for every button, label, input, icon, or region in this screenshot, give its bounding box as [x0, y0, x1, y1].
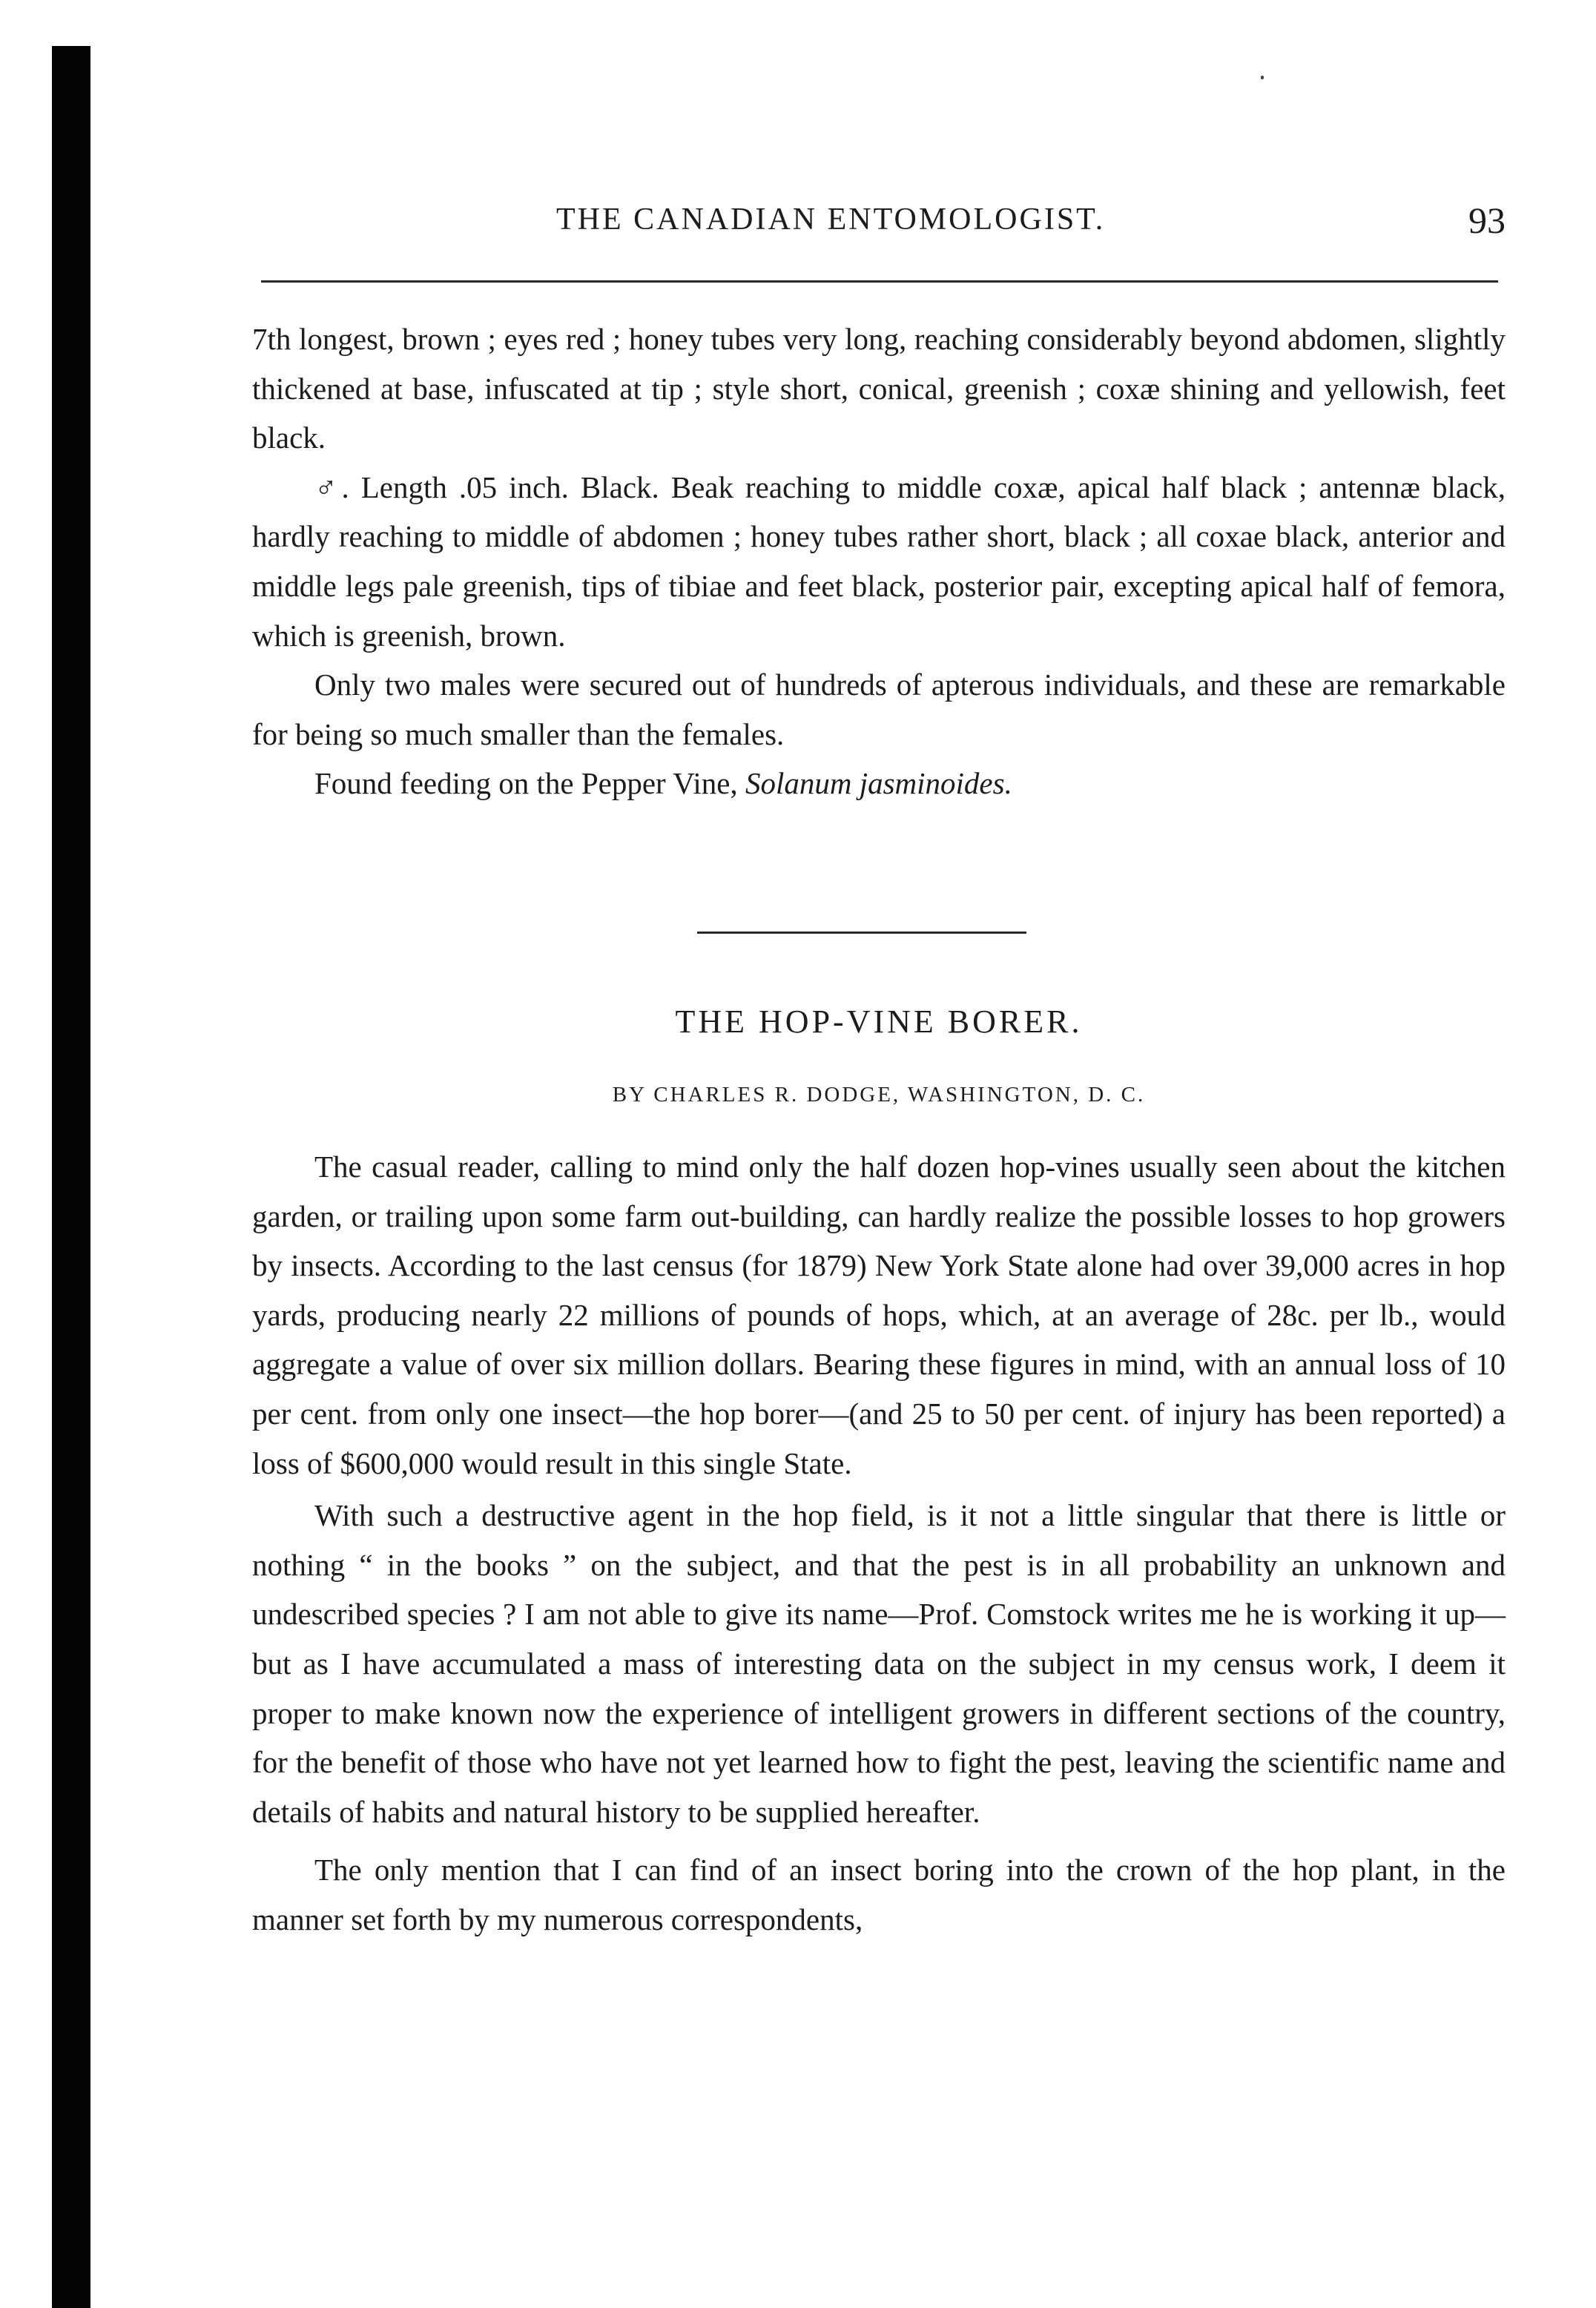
article-byline: BY CHARLES R. DODGE, WASHINGTON, D. C.	[612, 1083, 1146, 1107]
paragraph: The casual reader, calling to mind only the half dozen hop-vines usually seen about the kitchen garden, or trailing upon some farm out-building, can hardly realize the possible losses to hop growers by insects. According to the last census (for 1879) New York State alone had over 39,000 acres in hop yards, producing nearly 22 millions of pounds of hops, which, at an average of 28c. per lb., would aggregate a value of over six million dollars. Bearing these figures in mind, with an annual loss of 10 per cent. from only one insect—the hop borer—(and 25 to 50 per cent. of injury has been reported) a loss of $600,000 would result in this single State.	[252, 1150, 1506, 1480]
paragraph: With such a destructive agent in the hop field, is it not a little singular that there is little or nothing “ in the books ” on the subject, and that the pest is in all probability an unknown and undescribed species ? I am not able to give its name—Prof. Comstock writes me he is working it up—but as I have accumulated a mass of interesting data on the subject in my census work, I deem it proper to make known now the experience of intelligent growers in different sections of the country, for the benefit of those who have not yet learned how to fight the pest, leaving the scientific name and details of habits and natural history to be supplied hereafter.	[252, 1498, 1506, 1829]
article-body	[252, 1142, 1506, 1945]
article-title: THE HOP-VINE BORER.	[675, 1003, 1083, 1040]
header-rule	[261, 280, 1498, 283]
species-name: Solanum jasminoides.	[745, 766, 1012, 801]
page-number: 93	[1468, 200, 1506, 241]
previous-article-continuation	[252, 314, 1506, 808]
paragraph	[252, 759, 1506, 808]
paragraph: Only two males were secured out of hundreds of apterous individuals, and these are remarkable for being so much smaller than the females.	[252, 667, 1506, 751]
scan-speck	[1261, 76, 1264, 79]
paragraph-lead: Found feeding on the Pepper Vine,	[314, 766, 745, 801]
running-head	[252, 199, 1506, 243]
paragraph: The only mention that I can find of an insect boring into the crown of the hop plant, in the manner set forth by my numerous correspondents,	[252, 1853, 1506, 1936]
paragraph: ♂. Length .05 inch. Black. Beak reaching to middle coxæ, apical half black ; antennæ black, hardly reaching to middle of abdomen ; honey tubes rather short, black ; all coxae black, anterior and middle legs pale greenish, tips of tibiae and feet black, posterior pair, excepting apical half of femora, which is greenish, brown.	[252, 469, 1506, 653]
paragraph: 7th longest, brown ; eyes red ; honey tubes very long, reaching considerably beyond abdomen, slightly thickened at base, infuscated at tip ; style short, conical, greenish ; coxæ shining and yellowish, feet black.	[252, 322, 1506, 455]
running-title: THE CANADIAN ENTOMOLOGIST.	[556, 202, 1106, 237]
section-divider	[697, 932, 1026, 934]
binding-edge	[52, 46, 90, 2308]
